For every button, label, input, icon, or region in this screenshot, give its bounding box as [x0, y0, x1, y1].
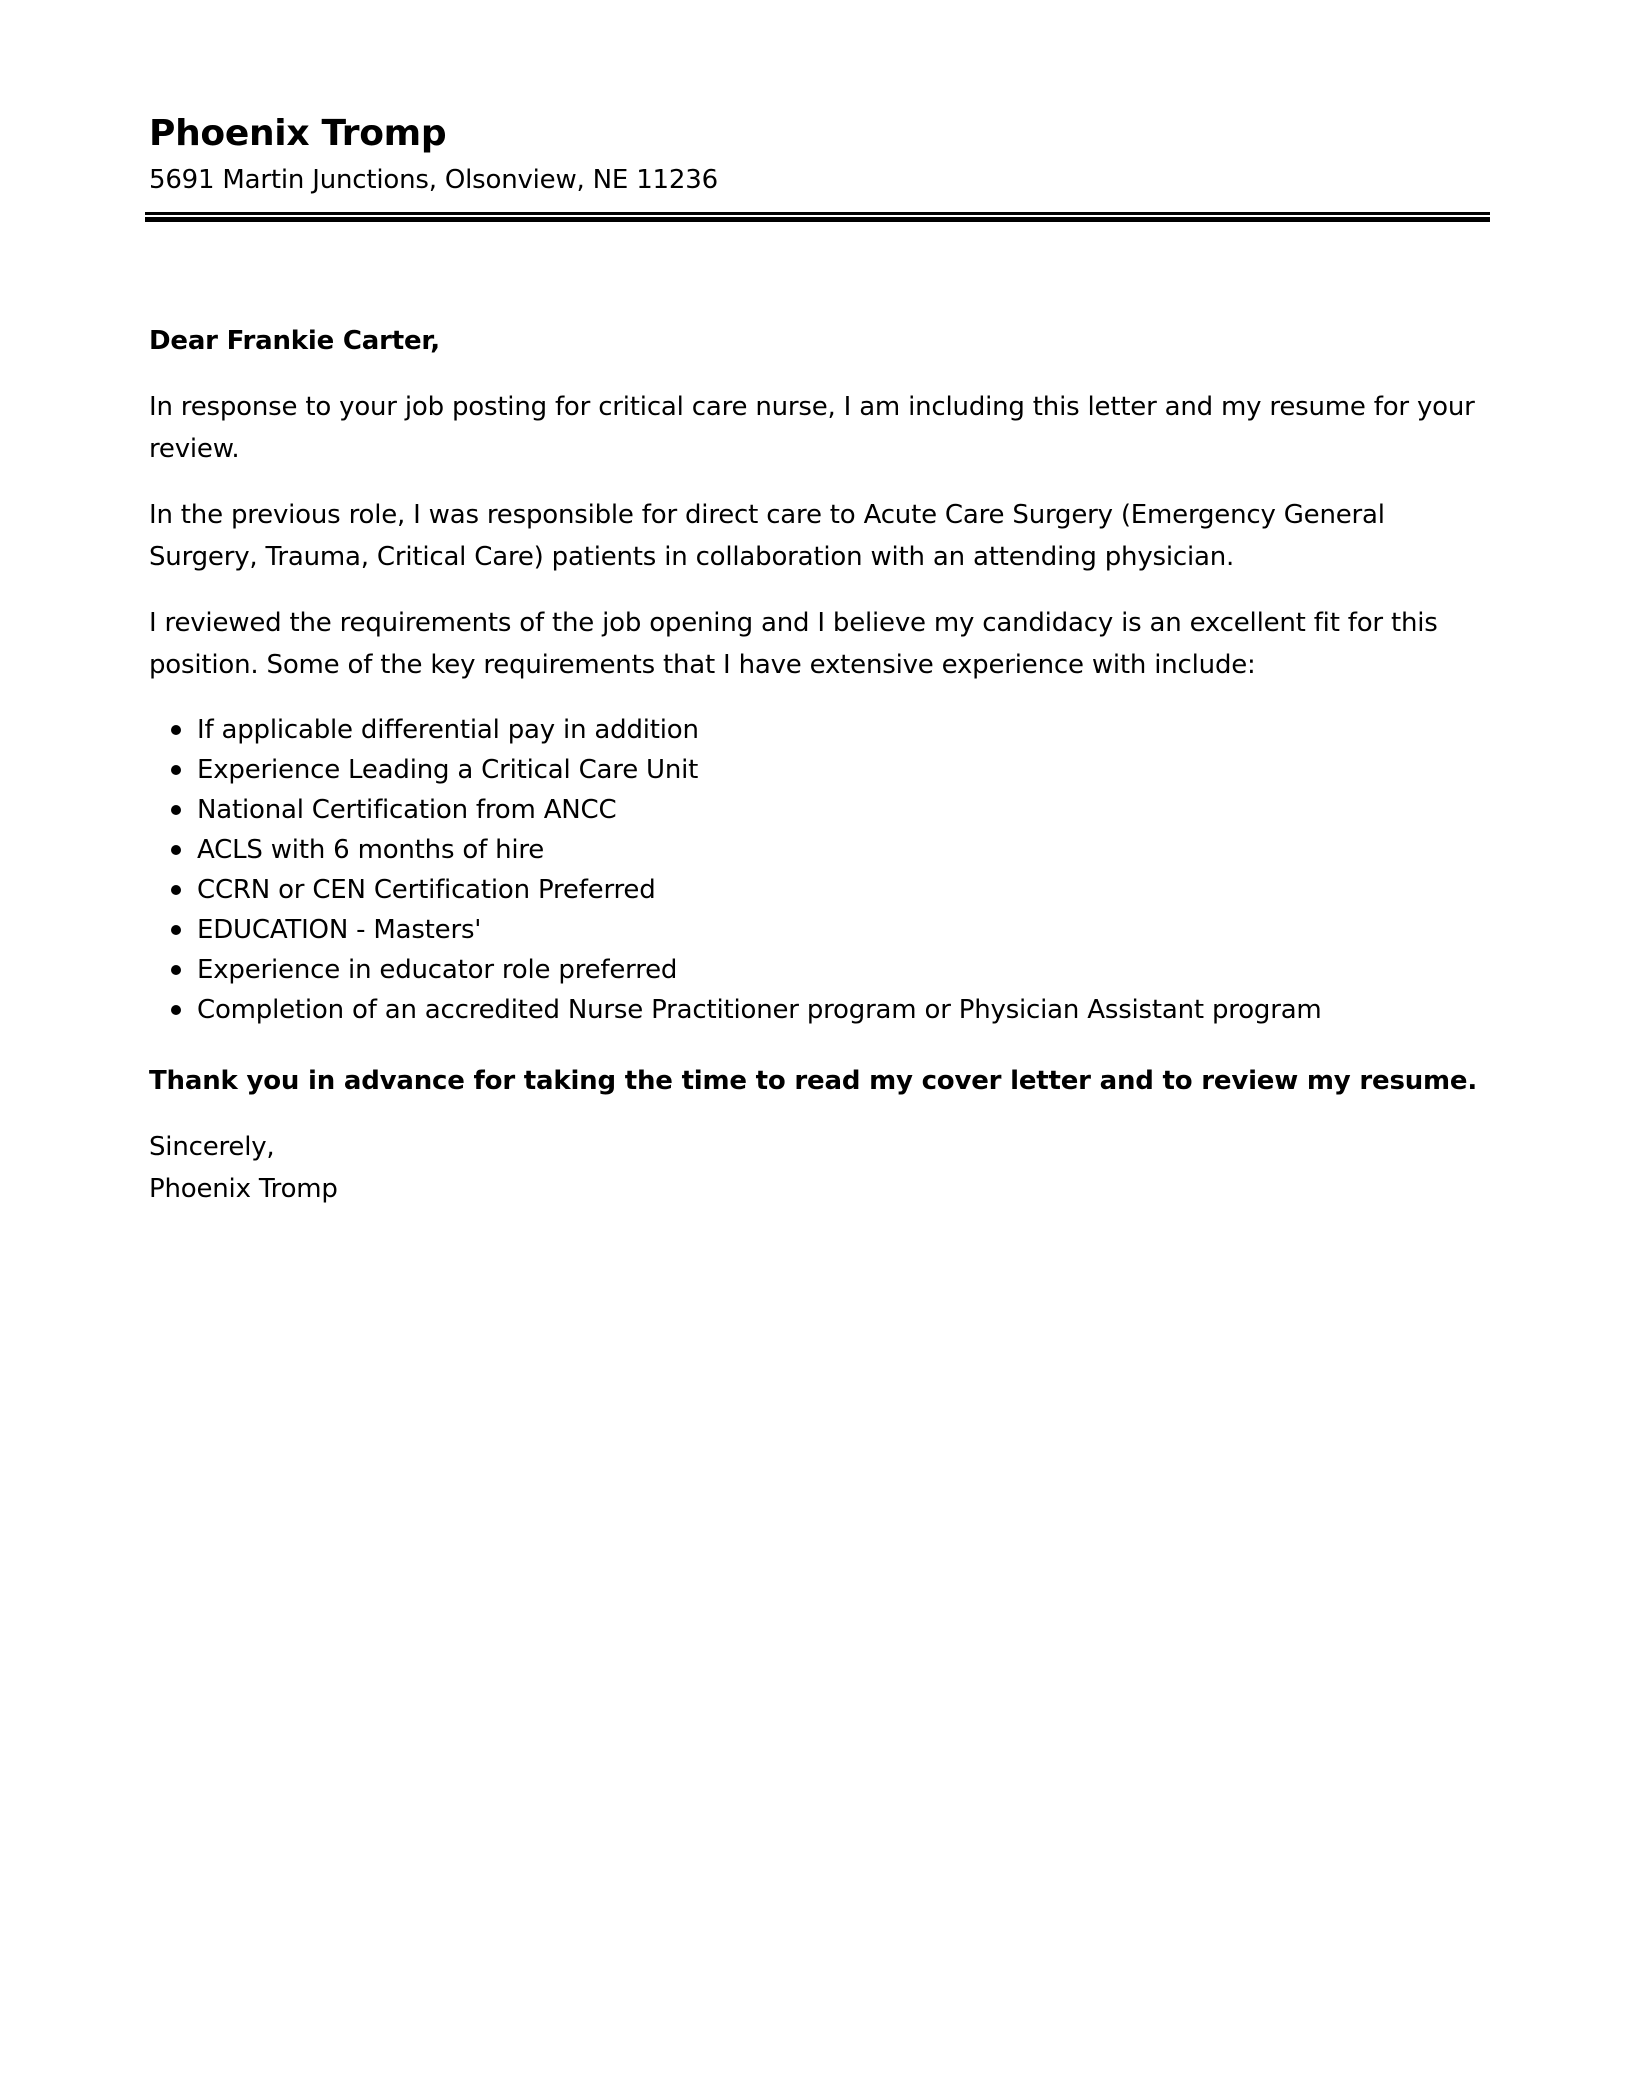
list-item-text: CCRN or CEN Certification Preferred	[197, 875, 656, 905]
paragraph-intro: In response to your job posting for critical care nurse, I am including this letter and my resume for your review.	[149, 392, 1475, 464]
list-item	[149, 910, 1494, 950]
bullet-icon	[171, 805, 181, 815]
list-item-text: Experience in educator role preferred	[197, 955, 678, 985]
bullet-icon	[171, 765, 181, 775]
bullet-icon	[171, 885, 181, 895]
bullet-icon	[171, 965, 181, 975]
list-item	[149, 990, 1494, 1030]
letter-header	[149, 108, 1489, 200]
list-item-text: If applicable differential pay in addition	[197, 715, 699, 745]
list-item	[149, 710, 1494, 750]
list-item	[149, 750, 1494, 790]
bullet-icon	[171, 725, 181, 735]
list-item	[149, 830, 1494, 870]
list-item-text: EDUCATION - Masters'	[197, 915, 482, 945]
list-item	[149, 950, 1494, 990]
paragraph-requirements-intro: I reviewed the requirements of the job opening and I believe my candidacy is an excellent fit for this position. Some of the key requirements that I have extensive experience with include:	[149, 608, 1438, 680]
signature: Phoenix Tromp	[149, 1174, 338, 1204]
letter-body	[149, 320, 1494, 1210]
list-item-text: ACLS with 6 months of hire	[197, 835, 545, 865]
bullet-icon	[171, 925, 181, 935]
list-item-text: Completion of an accredited Nurse Practitioner program or Physician Assistant program	[197, 995, 1322, 1025]
sender-address: 5691 Martin Junctions, Olsonview, NE 11236	[149, 165, 718, 195]
signoff: Sincerely,	[149, 1132, 275, 1162]
paragraph-previous-role: In the previous role, I was responsible for direct care to Acute Care Surgery (Emergency General Surgery, Trauma, Critical Care) patients in collaboration with an attending physician.	[149, 500, 1385, 572]
closing-statement: Thank you in advance for taking the time to read my cover letter and to review my resume.	[149, 1066, 1478, 1096]
header-divider	[145, 212, 1490, 222]
list-item-text: National Certification from ANCC	[197, 795, 617, 825]
bullet-icon	[171, 845, 181, 855]
list-item	[149, 790, 1494, 830]
bullet-icon	[171, 1005, 181, 1015]
header-divider-thick-line	[145, 217, 1490, 222]
header-divider-thin-line	[145, 212, 1490, 215]
requirements-list	[149, 710, 1494, 1030]
list-item-text: Experience Leading a Critical Care Unit	[197, 755, 699, 785]
list-item	[149, 870, 1494, 910]
salutation: Dear Frankie Carter,	[149, 326, 440, 356]
sender-name: Phoenix Tromp	[149, 113, 447, 154]
